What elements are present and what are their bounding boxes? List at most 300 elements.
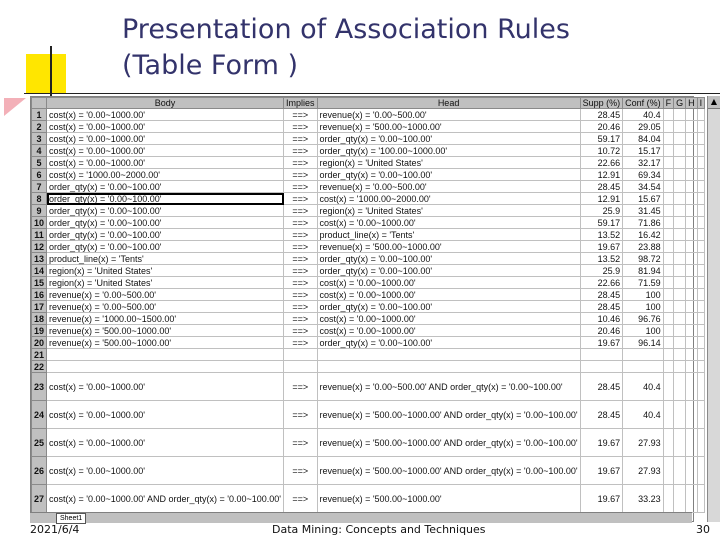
supp-cell[interactable]: 19.67 [580,337,623,349]
supp-cell[interactable]: 25.9 [580,205,623,217]
table-row [32,361,705,373]
supp-cell[interactable]: 59.17 [580,217,623,229]
row-number[interactable]: 12 [32,241,47,253]
implies-cell[interactable]: ==> [284,133,318,145]
row-number[interactable]: 6 [32,169,47,181]
empty-cell[interactable] [674,401,686,429]
empty-cell[interactable] [663,109,674,121]
column-header-i[interactable]: I [697,98,705,109]
conf-cell[interactable]: 29.05 [623,121,664,133]
row-number[interactable]: 22 [32,361,47,373]
conf-cell[interactable]: 98.72 [623,253,664,265]
empty-cell[interactable] [697,277,705,289]
body-cell[interactable]: cost(x) = '0.00~1000.00' [47,109,284,121]
empty-cell[interactable] [674,109,686,121]
conf-cell[interactable]: 34.54 [623,181,664,193]
supp-cell[interactable]: 19.67 [580,457,623,485]
corner-cell[interactable] [32,98,47,109]
empty-cell[interactable] [674,457,686,485]
body-cell[interactable]: order_qty(x) = '0.00~100.00' [47,205,284,217]
empty-cell[interactable] [686,401,698,429]
implies-cell[interactable]: ==> [284,485,318,513]
head-cell[interactable]: order_qty(x) = '100.00~1000.00' [317,145,580,157]
implies-cell[interactable]: ==> [284,325,318,337]
empty-cell[interactable] [686,241,698,253]
head-cell[interactable]: revenue(x) = '0.00~500.00' [317,181,580,193]
supp-cell[interactable]: 12.91 [580,169,623,181]
implies-cell[interactable] [284,349,318,361]
supp-cell[interactable]: 59.17 [580,133,623,145]
empty-cell[interactable] [663,145,674,157]
head-cell[interactable]: revenue(x) = '500.00~1000.00' AND order_qty(x) = '0.00~100.00' [317,457,580,485]
head-cell[interactable]: region(x) = 'United States' [317,205,580,217]
empty-cell[interactable] [697,157,705,169]
head-cell[interactable]: revenue(x) = '500.00~1000.00' [317,121,580,133]
row-number[interactable]: 24 [32,401,47,429]
conf-cell[interactable]: 23.88 [623,241,664,253]
row-number[interactable]: 9 [32,205,47,217]
conf-cell[interactable]: 100 [623,301,664,313]
body-cell[interactable]: cost(x) = '0.00~1000.00' [47,145,284,157]
head-cell[interactable]: region(x) = 'United States' [317,157,580,169]
implies-cell[interactable]: ==> [284,205,318,217]
head-cell[interactable]: cost(x) = '0.00~1000.00' [317,325,580,337]
conf-cell[interactable]: 40.4 [623,373,664,401]
conf-cell[interactable] [623,349,664,361]
body-cell[interactable]: cost(x) = '0.00~1000.00' [47,157,284,169]
column-header-supp[interactable]: Supp (%) [580,98,623,109]
empty-cell[interactable] [674,373,686,401]
empty-cell[interactable] [674,361,686,373]
body-cell[interactable]: product_line(x) = 'Tents' [47,253,284,265]
body-cell[interactable]: revenue(x) = '1000.00~1500.00' [47,313,284,325]
implies-cell[interactable]: ==> [284,277,318,289]
empty-cell[interactable] [663,121,674,133]
slide-title [122,12,570,84]
empty-cell[interactable] [674,217,686,229]
empty-cell[interactable] [663,485,674,513]
head-cell[interactable]: cost(x) = '0.00~1000.00' [317,313,580,325]
empty-cell[interactable] [697,313,705,325]
implies-cell[interactable]: ==> [284,429,318,457]
empty-cell[interactable] [697,169,705,181]
row-number[interactable]: 14 [32,265,47,277]
row-number[interactable]: 5 [32,157,47,169]
supp-cell[interactable]: 12.91 [580,193,623,205]
empty-cell[interactable] [697,373,705,401]
empty-cell[interactable] [663,241,674,253]
row-number[interactable]: 7 [32,181,47,193]
empty-cell[interactable] [663,205,674,217]
empty-cell[interactable] [663,373,674,401]
supp-cell[interactable]: 28.45 [580,109,623,121]
body-cell[interactable] [47,361,284,373]
conf-cell[interactable]: 71.86 [623,217,664,229]
vertical-scrollbar[interactable] [707,96,720,522]
head-cell[interactable]: revenue(x) = '500.00~1000.00' AND order_qty(x) = '0.00~100.00' [317,429,580,457]
empty-cell[interactable] [686,229,698,241]
empty-cell[interactable] [697,349,705,361]
empty-cell[interactable] [697,265,705,277]
head-cell[interactable]: order_qty(x) = '0.00~100.00' [317,169,580,181]
row-number[interactable]: 21 [32,349,47,361]
empty-cell[interactable] [674,265,686,277]
table-row [32,429,705,457]
empty-cell[interactable] [663,457,674,485]
empty-cell[interactable] [697,181,705,193]
empty-cell[interactable] [686,301,698,313]
implies-cell[interactable]: ==> [284,401,318,429]
empty-cell[interactable] [663,337,674,349]
conf-cell[interactable]: 15.17 [623,145,664,157]
empty-cell[interactable] [663,193,674,205]
empty-cell[interactable] [663,169,674,181]
implies-cell[interactable]: ==> [284,265,318,277]
row-number[interactable]: 10 [32,217,47,229]
empty-cell[interactable] [697,429,705,457]
conf-cell[interactable]: 16.42 [623,229,664,241]
head-cell[interactable]: cost(x) = '0.00~1000.00' [317,277,580,289]
conf-cell[interactable]: 96.76 [623,313,664,325]
row-number[interactable]: 15 [32,277,47,289]
body-cell[interactable]: region(x) = 'United States' [47,265,284,277]
empty-cell[interactable] [663,313,674,325]
empty-cell[interactable] [686,373,698,401]
row-number[interactable]: 2 [32,121,47,133]
implies-cell[interactable]: ==> [284,109,318,121]
head-cell[interactable]: cost(x) = '1000.00~2000.00' [317,193,580,205]
empty-cell[interactable] [697,485,705,513]
supp-cell[interactable]: 22.66 [580,277,623,289]
conf-cell[interactable]: 81.94 [623,265,664,277]
rules-table [31,97,705,513]
row-number[interactable]: 18 [32,313,47,325]
empty-cell[interactable] [674,253,686,265]
implies-cell[interactable]: ==> [284,157,318,169]
row-number[interactable]: 8 [32,193,47,205]
table-row [32,193,705,205]
head-cell[interactable]: order_qty(x) = '0.00~100.00' [317,253,580,265]
empty-cell[interactable] [674,145,686,157]
body-cell[interactable]: cost(x) = '0.00~1000.00' [47,429,284,457]
empty-cell[interactable] [686,181,698,193]
row-number[interactable]: 20 [32,337,47,349]
empty-cell[interactable] [674,289,686,301]
empty-cell[interactable] [697,401,705,429]
empty-cell[interactable] [686,109,698,121]
row-number[interactable]: 13 [32,253,47,265]
empty-cell[interactable] [674,181,686,193]
head-cell[interactable]: product_line(x) = 'Tents' [317,229,580,241]
head-cell[interactable]: revenue(x) = '0.00~500.00' [317,109,580,121]
scroll-up-arrow-icon[interactable]: ▲ [708,96,720,109]
head-cell[interactable]: order_qty(x) = '0.00~100.00' [317,265,580,277]
implies-cell[interactable] [284,361,318,373]
body-cell[interactable]: revenue(x) = '0.00~500.00' [47,301,284,313]
supp-cell[interactable]: 28.45 [580,301,623,313]
conf-cell[interactable]: 96.14 [623,337,664,349]
row-number[interactable]: 25 [32,429,47,457]
body-cell[interactable]: revenue(x) = '500.00~1000.00' [47,337,284,349]
empty-cell[interactable] [686,205,698,217]
supp-cell[interactable]: 10.46 [580,313,623,325]
empty-cell[interactable] [674,229,686,241]
empty-cell[interactable] [686,457,698,485]
supp-cell[interactable] [580,349,623,361]
implies-cell[interactable]: ==> [284,457,318,485]
body-cell[interactable]: cost(x) = '0.00~1000.00' AND order_qty(x) = '0.00~100.00' [47,485,284,513]
column-header-head[interactable]: Head [317,98,580,109]
empty-cell[interactable] [663,133,674,145]
empty-cell[interactable] [686,277,698,289]
empty-cell[interactable] [686,325,698,337]
empty-cell[interactable] [663,217,674,229]
empty-cell[interactable] [663,301,674,313]
empty-cell[interactable] [663,429,674,457]
body-cell[interactable]: order_qty(x) = '0.00~100.00' [47,217,284,229]
empty-cell[interactable] [674,349,686,361]
column-header-g[interactable]: G [674,98,686,109]
supp-cell[interactable]: 25.9 [580,265,623,277]
implies-cell[interactable]: ==> [284,229,318,241]
conf-cell[interactable]: 84.04 [623,133,664,145]
empty-cell[interactable] [674,121,686,133]
supp-cell[interactable]: 19.67 [580,485,623,513]
empty-cell[interactable] [686,133,698,145]
empty-cell[interactable] [674,205,686,217]
head-cell[interactable]: revenue(x) = '500.00~1000.00' [317,485,580,513]
empty-cell[interactable] [674,241,686,253]
empty-cell[interactable] [663,401,674,429]
conf-cell[interactable] [623,361,664,373]
conf-cell[interactable]: 27.93 [623,429,664,457]
table-row [32,181,705,193]
implies-cell[interactable]: ==> [284,253,318,265]
supp-cell[interactable]: 28.45 [580,373,623,401]
empty-cell[interactable] [663,349,674,361]
implies-cell[interactable]: ==> [284,169,318,181]
empty-cell[interactable] [697,133,705,145]
row-number[interactable]: 27 [32,485,47,513]
empty-cell[interactable] [686,337,698,349]
row-number[interactable]: 26 [32,457,47,485]
implies-cell[interactable]: ==> [284,241,318,253]
conf-cell[interactable]: 27.93 [623,457,664,485]
empty-cell[interactable] [674,325,686,337]
empty-cell[interactable] [697,109,705,121]
table-row [32,169,705,181]
decorative-horizontal-line [24,93,720,94]
row-number[interactable]: 19 [32,325,47,337]
conf-cell[interactable]: 100 [623,289,664,301]
empty-cell[interactable] [674,169,686,181]
supp-cell[interactable]: 13.52 [580,253,623,265]
empty-cell[interactable] [674,313,686,325]
body-cell[interactable]: cost(x) = '0.00~1000.00' [47,121,284,133]
column-header-conf[interactable]: Conf (%) [623,98,664,109]
table-row [32,401,705,429]
supp-cell[interactable]: 20.46 [580,325,623,337]
head-cell[interactable]: revenue(x) = '500.00~1000.00' AND order_qty(x) = '0.00~100.00' [317,401,580,429]
empty-cell[interactable] [663,277,674,289]
row-number[interactable]: 4 [32,145,47,157]
empty-cell[interactable] [697,241,705,253]
supp-cell[interactable] [580,361,623,373]
supp-cell[interactable]: 28.45 [580,289,623,301]
empty-cell[interactable] [697,325,705,337]
empty-cell[interactable] [697,205,705,217]
column-header-h[interactable]: H [686,98,698,109]
table-row [32,265,705,277]
empty-cell[interactable] [686,121,698,133]
supp-cell[interactable]: 19.67 [580,429,623,457]
row-number[interactable]: 3 [32,133,47,145]
empty-cell[interactable] [697,361,705,373]
supp-cell[interactable]: 19.67 [580,241,623,253]
conf-cell[interactable]: 31.45 [623,205,664,217]
empty-cell[interactable] [697,289,705,301]
row-number[interactable]: 23 [32,373,47,401]
row-number[interactable]: 17 [32,301,47,313]
empty-cell[interactable] [686,485,698,513]
implies-cell[interactable]: ==> [284,145,318,157]
body-cell[interactable]: cost(x) = '0.00~1000.00' [47,133,284,145]
body-cell[interactable]: order_qty(x) = '0.00~100.00' [47,193,284,205]
empty-cell[interactable] [663,253,674,265]
conf-cell[interactable]: 69.34 [623,169,664,181]
body-cell[interactable]: cost(x) = '0.00~1000.00' [47,457,284,485]
body-cell[interactable]: cost(x) = '0.00~1000.00' [47,373,284,401]
empty-cell[interactable] [686,265,698,277]
empty-cell[interactable] [674,429,686,457]
conf-cell[interactable]: 15.67 [623,193,664,205]
conf-cell[interactable]: 71.59 [623,277,664,289]
empty-cell[interactable] [686,157,698,169]
conf-cell[interactable]: 100 [623,325,664,337]
head-cell[interactable]: revenue(x) = '500.00~1000.00' [317,241,580,253]
implies-cell[interactable]: ==> [284,337,318,349]
empty-cell[interactable] [674,301,686,313]
supp-cell[interactable]: 20.46 [580,121,623,133]
empty-cell[interactable] [686,289,698,301]
body-cell[interactable]: region(x) = 'United States' [47,277,284,289]
head-cell[interactable]: order_qty(x) = '0.00~100.00' [317,337,580,349]
row-number[interactable]: 16 [32,289,47,301]
empty-cell[interactable] [697,121,705,133]
sheet-tab[interactable]: Sheet1 [56,513,86,524]
table-row [32,205,705,217]
conf-cell[interactable]: 32.17 [623,157,664,169]
table-row [32,373,705,401]
head-cell[interactable] [317,361,580,373]
conf-cell[interactable]: 40.4 [623,109,664,121]
empty-cell[interactable] [663,229,674,241]
head-cell[interactable]: cost(x) = '0.00~1000.00' [317,217,580,229]
body-cell[interactable]: order_qty(x) = '0.00~100.00' [47,241,284,253]
conf-cell[interactable]: 40.4 [623,401,664,429]
body-cell[interactable]: cost(x) = '0.00~1000.00' [47,401,284,429]
empty-cell[interactable] [674,193,686,205]
empty-cell[interactable] [663,265,674,277]
body-cell[interactable]: revenue(x) = '500.00~1000.00' [47,325,284,337]
table-row [32,157,705,169]
empty-cell[interactable] [663,181,674,193]
body-cell[interactable]: order_qty(x) = '0.00~100.00' [47,229,284,241]
body-cell[interactable]: order_qty(x) = '0.00~100.00' [47,181,284,193]
decorative-yellow-square [26,54,66,94]
empty-cell[interactable] [663,157,674,169]
empty-cell[interactable] [697,457,705,485]
empty-cell[interactable] [674,133,686,145]
empty-cell[interactable] [663,289,674,301]
row-number[interactable]: 1 [32,109,47,121]
table-row [32,241,705,253]
empty-cell[interactable] [674,337,686,349]
empty-cell[interactable] [674,157,686,169]
head-cell[interactable]: order_qty(x) = '0.00~100.00' [317,301,580,313]
conf-cell[interactable]: 33.23 [623,485,664,513]
empty-cell[interactable] [674,277,686,289]
body-cell[interactable] [47,349,284,361]
empty-cell[interactable] [697,253,705,265]
implies-cell[interactable]: ==> [284,373,318,401]
implies-cell[interactable]: ==> [284,301,318,313]
implies-cell[interactable]: ==> [284,181,318,193]
empty-cell[interactable] [697,145,705,157]
implies-cell[interactable]: ==> [284,289,318,301]
supp-cell[interactable]: 28.45 [580,181,623,193]
head-cell[interactable] [317,349,580,361]
head-cell[interactable]: cost(x) = '0.00~1000.00' [317,289,580,301]
empty-cell[interactable] [686,429,698,457]
empty-cell[interactable] [663,325,674,337]
empty-cell[interactable] [697,193,705,205]
row-number[interactable]: 11 [32,229,47,241]
empty-cell[interactable] [686,313,698,325]
column-header-row [32,98,705,109]
column-header-f[interactable]: F [663,98,674,109]
implies-cell[interactable]: ==> [284,121,318,133]
implies-cell[interactable]: ==> [284,193,318,205]
supp-cell[interactable]: 10.72 [580,145,623,157]
implies-cell[interactable]: ==> [284,217,318,229]
empty-cell[interactable] [697,229,705,241]
empty-cell[interactable] [686,253,698,265]
column-header-body[interactable]: Body [47,98,284,109]
empty-cell[interactable] [697,217,705,229]
empty-cell[interactable] [697,301,705,313]
empty-cell[interactable] [686,145,698,157]
empty-cell[interactable] [686,169,698,181]
empty-cell[interactable] [686,361,698,373]
column-header-implies[interactable]: Implies [284,98,318,109]
empty-cell[interactable] [663,361,674,373]
table-row [32,289,705,301]
supp-cell[interactable]: 22.66 [580,157,623,169]
empty-cell[interactable] [686,193,698,205]
implies-cell[interactable]: ==> [284,313,318,325]
body-cell[interactable]: cost(x) = '1000.00~2000.00' [47,169,284,181]
body-cell[interactable]: revenue(x) = '0.00~500.00' [47,289,284,301]
empty-cell[interactable] [674,485,686,513]
head-cell[interactable]: order_qty(x) = '0.00~100.00' [317,133,580,145]
empty-cell[interactable] [686,349,698,361]
empty-cell[interactable] [686,217,698,229]
supp-cell[interactable]: 13.52 [580,229,623,241]
empty-cell[interactable] [697,337,705,349]
supp-cell[interactable]: 28.45 [580,401,623,429]
head-cell[interactable]: revenue(x) = '0.00~500.00' AND order_qty(x) = '0.00~100.00' [317,373,580,401]
